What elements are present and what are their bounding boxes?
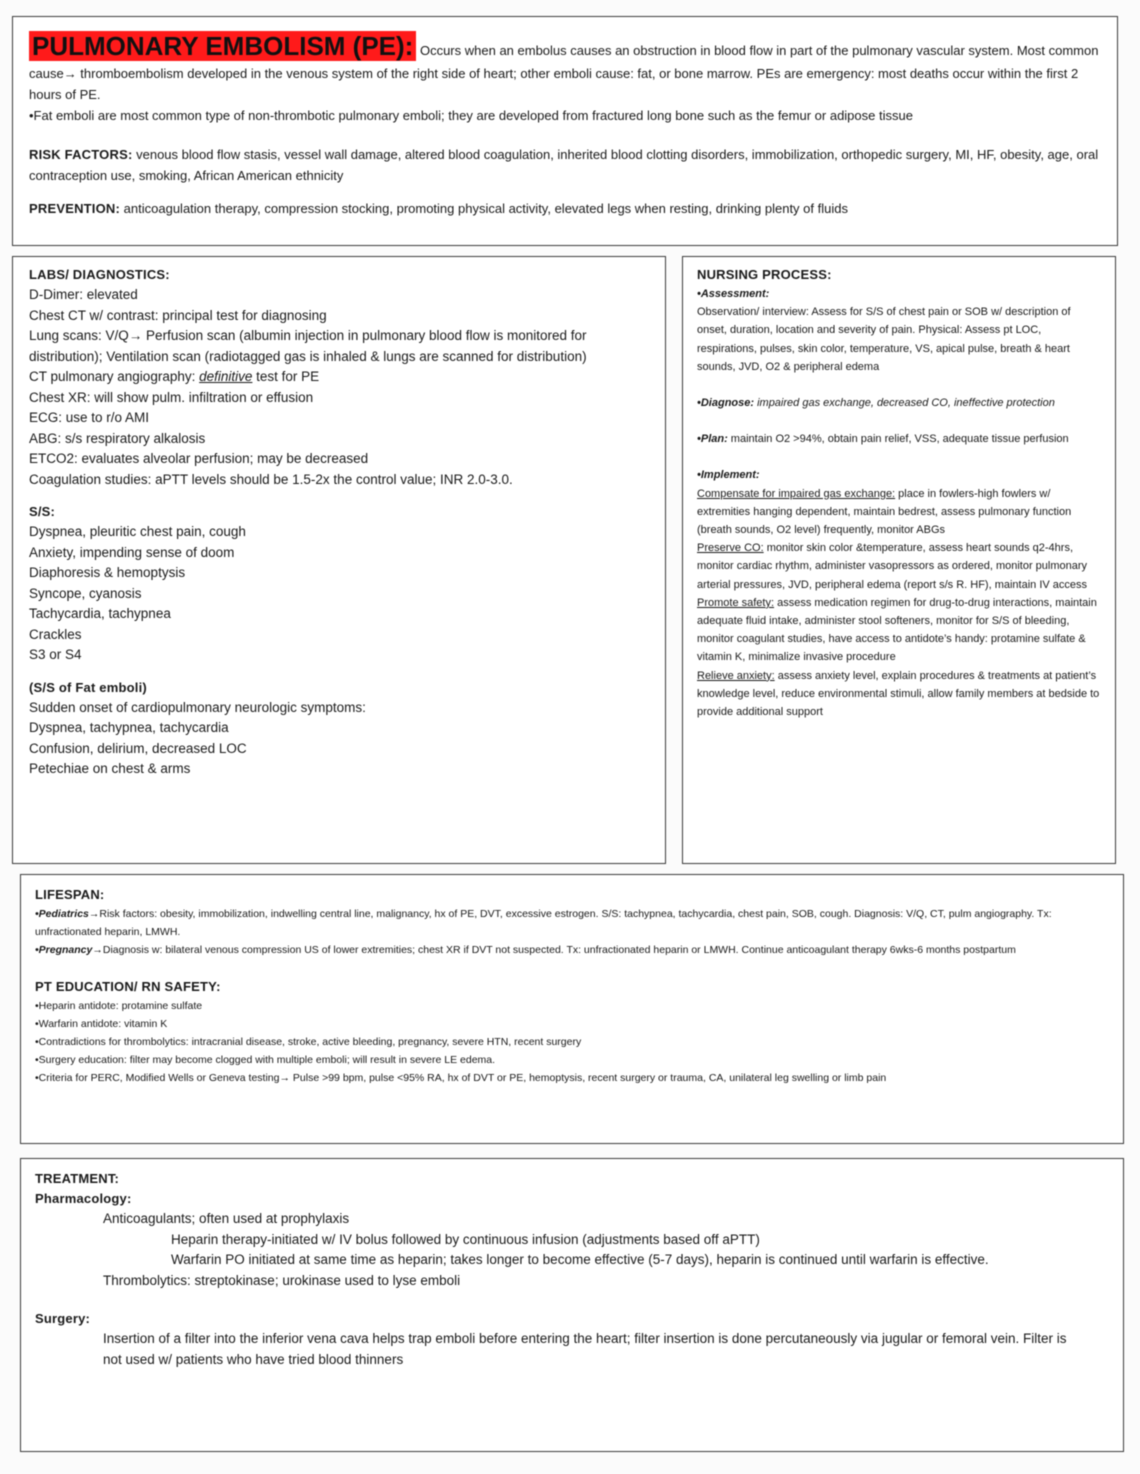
treatment-heading: TREATMENT:	[35, 1171, 120, 1186]
prevention-text: anticoagulation therapy, compression stocking, promoting physical activity, elevated legs when resting, drinking plenty of fluids	[123, 201, 848, 216]
nursing-heading: NURSING PROCESS:	[697, 267, 832, 282]
list-item: Dyspnea, tachypnea, tachycardia	[29, 720, 229, 735]
implement-item-text: place in fowlers-high fowlers w/ extremities hanging dependent, maintain bedrest, assess pulmonary function (breath sounds, O2 level) frequently, monitor ABGs	[697, 487, 1072, 537]
risk-factors-text: venous blood flow stasis, vessel wall damage, altered blood coagulation, inherited blood clotting disorders, immobilization, orthopedic surgery, MI, HF, obesity, age, oral contraception use, smoking, African American ethnicity	[29, 147, 1099, 183]
list-item: Chest CT w/ contrast: principal test for diagnosing	[29, 307, 327, 323]
assessment-section	[697, 285, 1103, 376]
pediatrics-item	[35, 905, 1109, 941]
diagnose-text: impaired gas exchange, decreased CO, ineffective protection	[754, 397, 1055, 410]
cta-emphasis: definitive	[199, 369, 253, 384]
pregnancy-text: Diagnosis w: bilateral venous compression US of lower extremities; chest XR if DVT not suspected. Tx: unfractionated heparin or LMWH. Continue anticoagulant therapy 6wks-6 months postpartum	[102, 944, 1016, 956]
risk-factors	[29, 144, 1103, 186]
prevention	[29, 198, 1103, 219]
pediatrics-text: Risk factors: obesity, immobilization, indwelling central line, malignancy, hx of PE, DVT, excessive estrogen. S/S: tachypnea, tachycardia, chest pain, SOB, cough. Diagnosis: V/Q, CT, pulm angiography. Tx: unfractionated heparin, LMWH.	[35, 908, 1052, 938]
implement-section	[697, 466, 1103, 721]
list-item: Crackles	[29, 626, 82, 642]
list-item: Lung scans: V/Q→ Perfusion scan (albumin injection in pulmonary blood flow is monitored for distribution); Ventilation scan (radiotagged gas is inhaled & lungs are scanned for distribution)	[29, 328, 587, 364]
pediatrics-label: •Pediatrics→	[35, 908, 100, 920]
cta-tail: test for PE	[252, 369, 320, 384]
prevention-label: PREVENTION:	[29, 201, 121, 216]
list-item: Anticoagulants; often used at prophylaxis	[103, 1211, 350, 1226]
treatment-box	[20, 1158, 1124, 1452]
implement-item	[697, 594, 1103, 667]
ss-heading: S/S:	[29, 504, 56, 519]
implement-item	[697, 485, 1103, 540]
fat-emboli-heading: (S/S of Fat emboli)	[29, 679, 147, 695]
assessment-label: •Assessment:	[697, 288, 770, 300]
fat-emboli-note: •Fat emboli are most common type of non-thrombotic pulmonary emboli; they are developed from fractured long bone such as the femur or adipose tissue	[29, 108, 913, 123]
implement-item-text: assess medication regimen for drug-to-drug interactions, maintain adequate fluid intake, administer stool softeners, monitor for S/S of bleeding, monitor coagulant studies, have access to antidote’s handy: protamine sulfate & vitamin K, minimalize invasive procedure	[697, 596, 1097, 664]
list-item: Anxiety, impending sense of doom	[29, 544, 235, 560]
ss-list	[29, 522, 651, 666]
list-item	[29, 367, 651, 388]
list-item: Confusion, delirium, decreased LOC	[29, 740, 247, 756]
implement-item-text: assess anxiety level, explain procedures & treatments at patient’s knowledge level, reduce environmental stimuli, allow family members at bedside to provide additional support	[697, 669, 1100, 719]
list-item: Tachycardia, tachypnea	[29, 606, 171, 621]
implement-item-label: Relieve anxiety:	[697, 669, 775, 682]
implement-item-text: monitor skin color &temperature, assess heart sounds q2-4hrs, monitor cardiac rhythm, administer vasopressors as ordered, monitor pulmonary arterial pressures, JVD, peripheral edema (report s/s R. HF), maintain IV access	[697, 542, 1088, 591]
list-item: S3 or S4	[29, 647, 82, 662]
lifespan-heading: LIFESPAN:	[35, 887, 105, 902]
implement-item-label: Promote safety:	[697, 596, 775, 609]
overview-paragraph	[29, 29, 1103, 105]
education-list	[35, 997, 1109, 1087]
list-item: Chest XR: will show pulm. infiltration or effusion	[29, 389, 314, 405]
labs-heading: LABS/ DIAGNOSTICS:	[29, 267, 170, 282]
risk-factors-label: RISK FACTORS:	[29, 147, 133, 162]
cta-label: CT pulmonary angiography:	[29, 369, 200, 384]
implement-item-label: Compensate for impaired gas exchange:	[697, 487, 896, 500]
surgery-text: Insertion of a filter into the inferior vena cava helps trap emboli before entering the heart; filter insertion is done percutaneously via jugular or femoral vein. Filter is not used w/ patients who have tried blood thinners	[103, 1331, 1067, 1367]
implement-label: •Implement:	[697, 469, 760, 482]
surgery-heading: Surgery:	[35, 1311, 91, 1326]
list-item: ETCO2: evaluates alveolar perfusion; may be decreased	[29, 451, 369, 466]
labs-diagnostics-box	[12, 256, 666, 864]
education-heading: PT EDUCATION/ RN SAFETY:	[35, 979, 221, 994]
plan-label: •Plan:	[697, 433, 728, 446]
implement-item-label: Preserve CO:	[697, 542, 764, 555]
pregnancy-label: •Pregnancy→	[35, 944, 103, 956]
list-item: Warfarin PO initiated at same time as heparin; takes longer to become effective (5-7 days), heparin is continued until warfarin is effective.	[171, 1252, 989, 1267]
plan-section	[697, 430, 1103, 448]
list-item: •Criteria for PERC, Modified Wells or Geneva testing→ Pulse >99 bpm, pulse <95% RA, hx of DVT or PE, hemoptysis, recent surgery or trauma, CA, unilateral leg swelling or limb pain	[35, 1072, 887, 1084]
nursing-process-box	[682, 256, 1116, 864]
list-item: Thrombolytics: streptokinase; urokinase used to lyse emboli	[103, 1272, 461, 1288]
list-item: •Warfarin antidote: vitamin K	[35, 1018, 168, 1030]
implement-item	[697, 667, 1103, 722]
list-item: ECG: use to r/o AMI	[29, 410, 150, 425]
list-item: Coagulation studies: aPTT levels should be 1.5-2x the control value; INR 2.0-3.0.	[29, 471, 513, 487]
diagnose-section	[697, 394, 1103, 412]
list-item: •Heparin antidote: protamine sulfate	[35, 1000, 203, 1012]
list-item: Petechiae on chest & arms	[29, 761, 191, 776]
list-item: Heparin therapy-initiated w/ IV bolus followed by continuous infusion (adjustments based off aPTT)	[171, 1231, 760, 1247]
list-item: ABG: s/s respiratory alkalosis	[29, 430, 206, 446]
list-item: Syncope, cyanosis	[29, 585, 142, 601]
labs-list	[29, 285, 651, 490]
list-item: Dyspnea, pleuritic chest pain, cough	[29, 524, 246, 539]
list-item: Sudden onset of cardiopulmonary neurologic symptoms:	[29, 699, 366, 715]
pharmacology-heading: Pharmacology:	[35, 1191, 132, 1206]
plan-text: maintain O2 >94%, obtain pain relief, VSS, adequate tissue perfusion	[727, 433, 1069, 446]
overview-box	[12, 16, 1118, 246]
assessment-text: Observation/ interview: Assess for S/S of chest pain or SOB w/ description of onset, duration, location and severity of pain. Physical: Assess pt LOC, respirations, pulses, skin color, temperature, VS, apical pulse, breath & heart sounds, JVD, O2 & peripheral edema	[697, 306, 1071, 373]
intro-text: Occurs when an embolus causes an obstruction in blood flow in part of the pulmonary vascular system. Most common cause→ thromboembolism developed in the venous system of the right side of heart; other emboli cause: fat, or bone marrow. PEs are emergency: most deaths occur within the first 2 hours of PE.	[29, 43, 1099, 102]
list-item: •Surgery education: filter may become clogged with multiple emboli; will result in severe LE edema.	[35, 1054, 496, 1066]
page-title: PULMONARY EMBOLISM (PE):	[29, 31, 416, 61]
list-item: Diaphoresis & hemoptysis	[29, 565, 186, 580]
lifespan-box	[20, 874, 1124, 1144]
pregnancy-item	[35, 941, 1109, 959]
diagnose-label: •Diagnose:	[697, 397, 755, 410]
implement-item	[697, 539, 1103, 594]
fat-emboli-list	[29, 698, 651, 780]
pharmacology-list	[35, 1209, 1109, 1291]
list-item: •Contradictions for thrombolytics: intracranial disease, stroke, active bleeding, pregnancy, severe HTN, recent surgery	[35, 1036, 582, 1048]
list-item: D-Dimer: elevated	[29, 287, 138, 302]
